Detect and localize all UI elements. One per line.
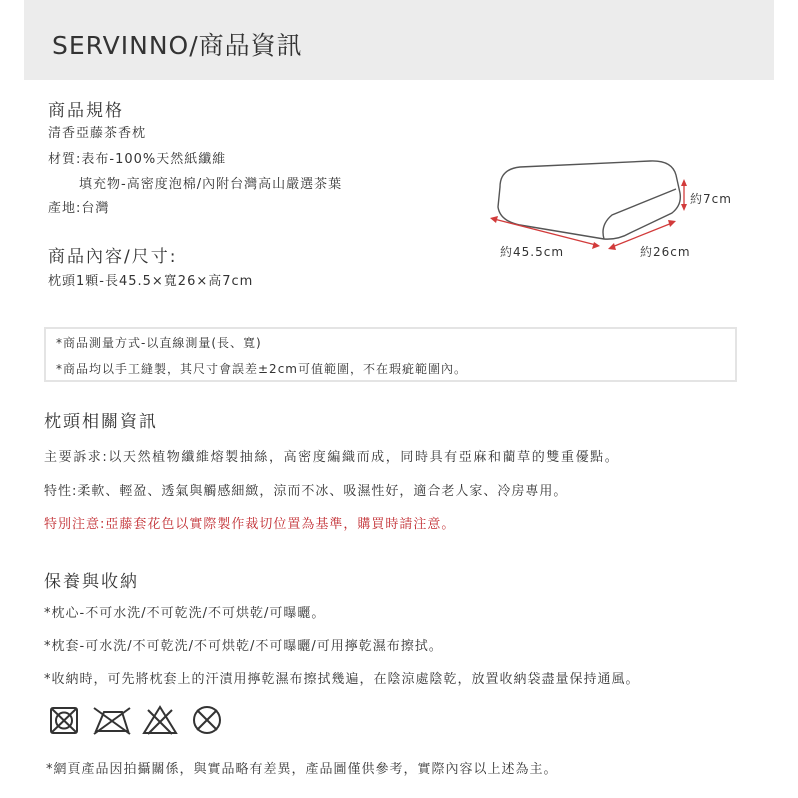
length-label: 約45.5cm: [500, 245, 565, 259]
info-warning: 特別注意:亞藤套花色以實際製作裁切位置為基準，購買時請注意。: [44, 517, 456, 532]
content-heading: 商品內容/尺寸:: [48, 247, 178, 267]
info-appeal: 主要訴求:以天然植物纖維熔製抽絲，高密度編織而成，同時具有亞麻和藺草的雙重優點。: [44, 450, 620, 465]
info-heading: 枕頭相關資訊: [44, 412, 158, 432]
care-storage: *收納時，可先將枕套上的汗漬用擰乾濕布擦拭幾遍，在陰涼處陰乾，放置收納袋盡量保持通風。: [44, 672, 640, 687]
footer-disclaimer: *網頁產品因拍攝關係，與實品略有差異，產品圖僅供參考，實際內容以上述為主。: [46, 762, 558, 777]
care-heading: 保養與收納: [44, 572, 139, 592]
no-iron-icon: [92, 704, 132, 736]
page-title: SERVINNO/商品資訊: [52, 31, 303, 60]
header-bar: [24, 0, 774, 80]
width-label: 約26cm: [640, 245, 691, 259]
spec-filling: 填充物-高密度泡棉/內附台灣高山嚴選茶葉: [79, 177, 343, 192]
note-handmade: *商品均以手工縫製，其尺寸會誤差±2cm可值範圍，不在瑕疵範圍內。: [56, 362, 467, 376]
no-bleach-icon: [142, 704, 178, 736]
no-dryclean-icon: [190, 704, 224, 736]
spec-name: 清香亞藤茶香枕: [48, 126, 147, 141]
care-cover: *枕套-可水洗/不可乾洗/不可烘乾/不可曝曬/可用擰乾濕布擦拭。: [44, 639, 443, 654]
notes-box: [44, 327, 737, 382]
content-detail: 枕頭1顆-長45.5×寬26×高7cm: [48, 274, 254, 289]
spec-heading: 商品規格: [48, 101, 124, 121]
no-wash-icon: [48, 704, 80, 736]
spec-origin: 產地:台灣: [48, 201, 110, 216]
height-label: 約7cm: [690, 192, 732, 206]
info-features: 特性:柔軟、輕盈、透氣與觸感細緻，涼而不冰、吸濕性好，適合老人家、冷房專用。: [44, 484, 568, 499]
note-measure: *商品測量方式-以直線測量(長、寬): [56, 336, 262, 350]
spec-material: 材質:表布-100%天然紙纖維: [48, 152, 227, 167]
height-dimension: [681, 179, 687, 211]
care-core: *枕心-不可水洗/不可乾洗/不可烘乾/可曝曬。: [44, 606, 326, 621]
